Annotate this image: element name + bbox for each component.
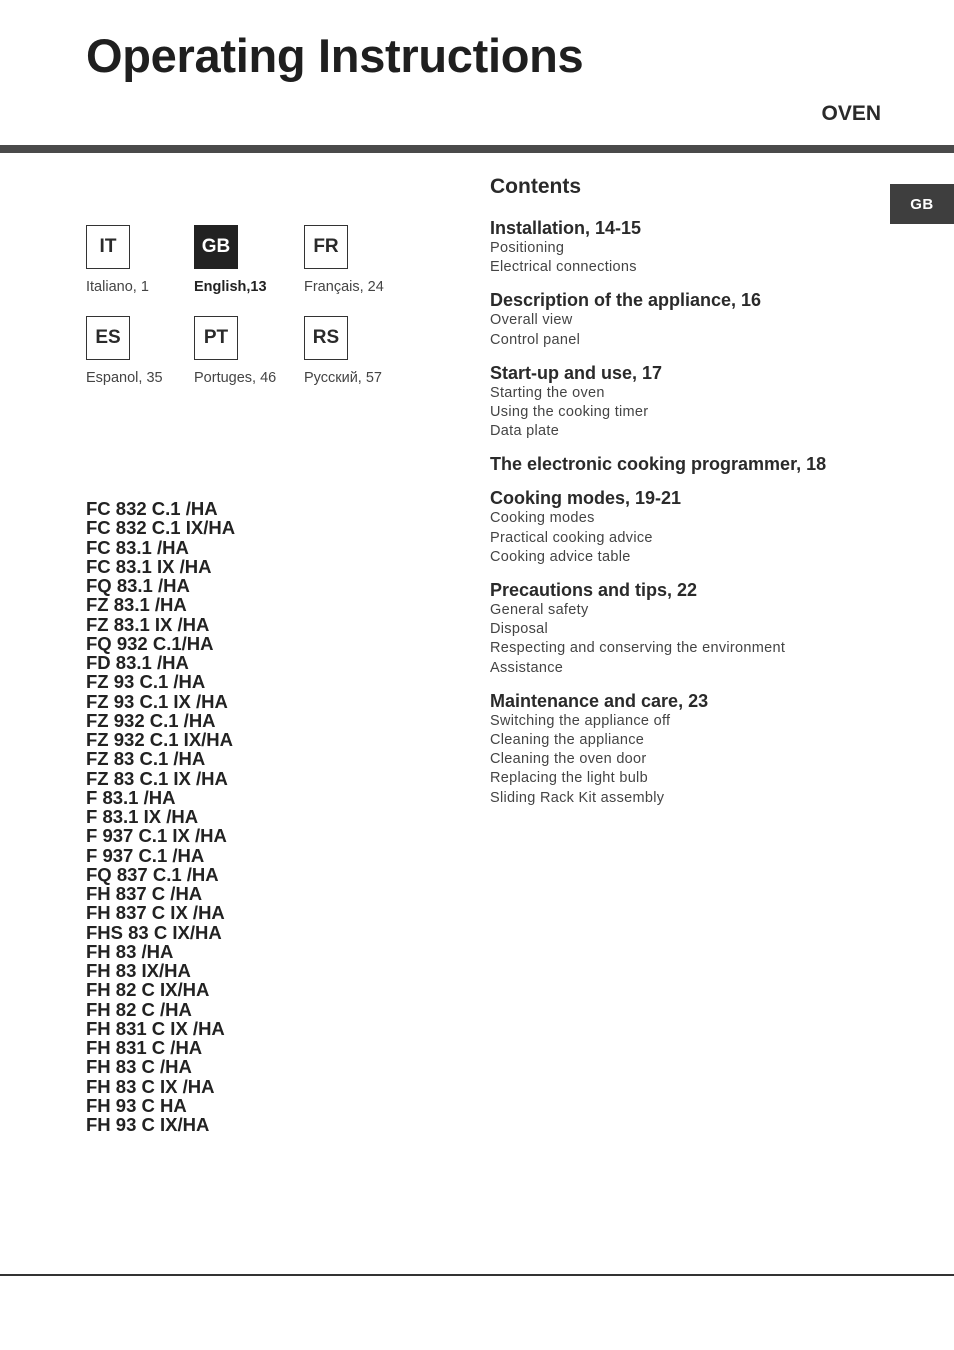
model-item: FQ 932 C.1/HA [86,632,214,654]
header-divider [0,145,954,153]
model-item: FZ 932 C.1 /HA [86,709,216,731]
section-title[interactable]: Maintenance and care, 23 [490,690,709,711]
language-selector [86,225,414,407]
section-item[interactable]: Control panel [490,331,581,348]
section-item[interactable]: Cleaning the oven door [490,751,647,768]
section-items [490,239,880,277]
model-item: F 937 C.1 /HA [86,844,205,866]
section-item[interactable]: Overall view [490,312,573,329]
language-label: English,13 [194,279,267,295]
section-item[interactable]: Data plate [490,423,560,440]
model-item: FC 83.1 /HA [86,536,189,558]
section-item[interactable]: Cooking modes [490,510,595,527]
section-items [490,601,880,678]
model-item: FC 832 C.1 /HA [86,498,218,519]
model-item: F 83.1 /HA [86,786,176,808]
language-label: Portuges, 46 [194,370,277,386]
language-code-box: FR [304,225,348,269]
contents-section [490,217,880,277]
section-item[interactable]: Positioning [490,240,565,256]
model-item: FH 83 C IX /HA [86,1075,215,1097]
language-side-tab: GB [890,184,954,224]
language-label: Espanol, 35 [86,370,163,386]
model-item: FZ 93 C.1 /HA [86,671,206,693]
contents-section [490,487,880,567]
section-item[interactable]: Practical cooking advice [490,529,653,546]
model-item: FZ 83 C.1 /HA [86,748,206,770]
contents-sections [490,217,880,808]
section-title[interactable]: Cooking modes, 19-21 [490,488,682,509]
model-item: FZ 83.1 IX /HA [86,613,210,635]
model-item: FH 837 C IX /HA [86,902,225,924]
model-item: FD 83.1 /HA [86,652,189,673]
model-item: FC 832 C.1 IX/HA [86,517,236,539]
section-items [490,712,880,808]
section-items [490,509,880,567]
model-item: FZ 83.1 /HA [86,594,187,616]
section-item[interactable]: Electrical connections [490,259,637,276]
model-item: FH 831 C IX /HA [86,1017,225,1039]
contents-section [490,690,880,808]
contents-section [490,579,880,678]
language-code-box: RS [304,316,348,360]
language-option-rs[interactable] [304,316,414,407]
language-option-es[interactable] [86,316,194,407]
model-item: FH 83 /HA [86,940,174,962]
language-label: Français, 24 [304,279,384,295]
model-item: FH 82 C IX/HA [86,979,210,1001]
page-title: Operating Instructions [86,29,584,82]
model-item: F 83.1 IX /HA [86,806,199,827]
language-label: Italiano, 1 [86,279,149,295]
model-item: FZ 93 C.1 IX /HA [86,690,228,712]
model-item: FZ 932 C.1 IX/HA [86,729,234,750]
language-option-gb[interactable] [194,225,304,316]
language-code-box: ES [86,316,130,360]
footer-divider [0,1274,954,1276]
model-item: FH 83 IX/HA [86,960,191,981]
section-item[interactable]: Assistance [490,659,564,676]
section-item[interactable]: Switching the appliance off [490,712,671,729]
document-subtitle: OVEN [821,102,881,125]
section-item[interactable]: Starting the oven [490,384,605,401]
section-item[interactable]: Using the cooking timer [490,404,649,421]
table-of-contents [490,175,880,820]
model-item: FH 831 C /HA [86,1037,203,1058]
contents-section [490,453,880,475]
language-code-box: PT [194,316,238,360]
section-item[interactable]: Replacing the light bulb [490,770,648,787]
language-option-pt[interactable] [194,316,304,407]
language-code-box: GB [194,225,238,269]
model-item: FH 837 C /HA [86,883,203,904]
section-item[interactable]: Respecting and conserving the environment [490,640,786,657]
model-item: FH 83 C /HA [86,1056,192,1078]
section-title[interactable]: Start-up and use, 17 [490,362,663,383]
section-title[interactable]: The electronic cooking programmer, 18 [490,454,827,475]
section-item[interactable]: General safety [490,602,589,619]
language-option-it[interactable] [86,225,194,316]
model-item: FHS 83 C IX/HA [86,921,222,943]
section-items [490,384,880,442]
model-item: FH 93 C HA [86,1094,187,1116]
section-title[interactable]: Precautions and tips, 22 [490,580,698,601]
language-label: Русский, 57 [304,370,382,386]
contents-heading: Contents [490,175,581,198]
section-title[interactable]: Description of the appliance, 16 [490,290,762,311]
section-item[interactable]: Cleaning the appliance [490,732,645,749]
section-items [490,311,880,349]
model-item: FQ 837 C.1 /HA [86,863,219,885]
model-item: FQ 83.1 /HA [86,575,190,596]
section-title[interactable]: Installation, 14-15 [490,218,642,238]
model-item: F 937 C.1 IX /HA [86,825,227,847]
model-item: FH 82 C /HA [86,998,192,1020]
contents-section [490,362,880,442]
section-item[interactable]: Disposal [490,621,549,638]
model-item: FZ 83 C.1 IX /HA [86,767,228,789]
language-option-fr[interactable] [304,225,414,316]
contents-section [490,289,880,349]
section-item[interactable]: Cooking advice table [490,548,631,565]
model-list [86,499,235,1134]
model-item: FH 93 C IX/HA [86,1114,210,1135]
model-item: FC 83.1 IX /HA [86,555,212,577]
section-item[interactable]: Sliding Rack Kit assembly [490,789,665,806]
language-code-box: IT [86,225,130,269]
